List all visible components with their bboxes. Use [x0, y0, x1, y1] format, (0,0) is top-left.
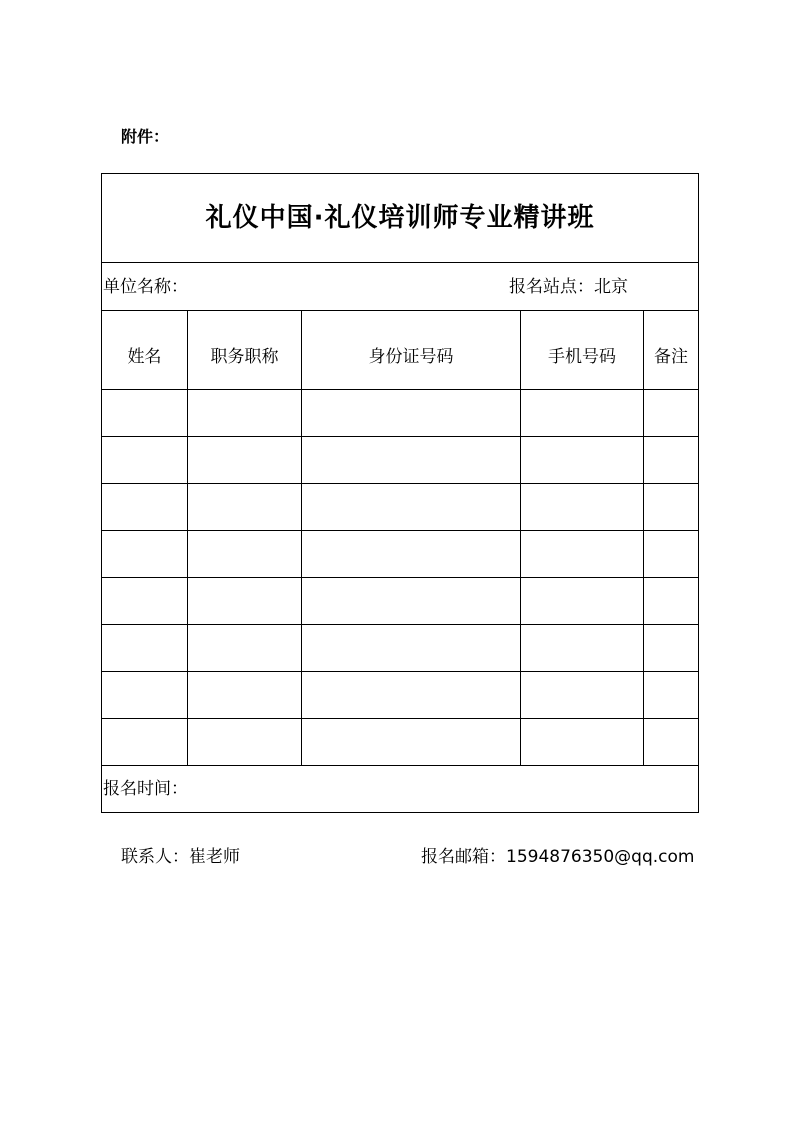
remarks-cell[interactable] — [644, 531, 699, 578]
table-row — [102, 390, 699, 437]
phone-cell[interactable] — [521, 390, 644, 437]
phone-cell[interactable] — [521, 672, 644, 719]
table-row — [102, 719, 699, 766]
info-row — [102, 263, 699, 311]
id-number-cell[interactable] — [302, 484, 521, 531]
table-row — [102, 578, 699, 625]
registration-email[interactable]: 报名邮箱：1594876350@qq.com — [421, 847, 695, 867]
remarks-cell[interactable] — [644, 719, 699, 766]
data-rows — [102, 390, 699, 766]
name-cell[interactable] — [102, 484, 188, 531]
header-id-number: 身份证号码 — [302, 311, 521, 390]
position-cell[interactable] — [188, 437, 302, 484]
position-cell[interactable] — [188, 390, 302, 437]
name-cell[interactable] — [102, 719, 188, 766]
id-number-cell[interactable] — [302, 625, 521, 672]
header-phone-number: 手机号码 — [521, 311, 644, 390]
remarks-cell[interactable] — [644, 484, 699, 531]
position-cell[interactable] — [188, 578, 302, 625]
unit-name-label: 单位名称： — [103, 276, 188, 297]
registration-time-label: 报名时间： — [102, 766, 699, 813]
id-number-cell[interactable] — [302, 531, 521, 578]
remarks-cell[interactable] — [644, 578, 699, 625]
phone-cell[interactable] — [521, 719, 644, 766]
id-number-cell[interactable] — [302, 437, 521, 484]
contact-person: 联系人：崔老师 — [121, 847, 240, 867]
table-row — [102, 625, 699, 672]
name-cell[interactable] — [102, 672, 188, 719]
header-row — [102, 311, 699, 390]
id-number-cell[interactable] — [302, 390, 521, 437]
header-name: 姓名 — [102, 311, 188, 390]
table-row — [102, 672, 699, 719]
position-cell[interactable] — [188, 719, 302, 766]
header-position-title: 职务职称 — [188, 311, 302, 390]
phone-cell[interactable] — [521, 531, 644, 578]
name-cell[interactable] — [102, 390, 188, 437]
header-remarks: 备注 — [644, 311, 699, 390]
id-number-cell[interactable] — [302, 672, 521, 719]
phone-cell[interactable] — [521, 484, 644, 531]
name-cell[interactable] — [102, 531, 188, 578]
position-cell[interactable] — [188, 484, 302, 531]
name-cell[interactable] — [102, 578, 188, 625]
remarks-cell[interactable] — [644, 390, 699, 437]
table-row — [102, 531, 699, 578]
position-cell[interactable] — [188, 672, 302, 719]
id-number-cell[interactable] — [302, 578, 521, 625]
remarks-cell[interactable] — [644, 437, 699, 484]
attachment-label: 附件： — [121, 127, 170, 146]
registration-time-row — [102, 766, 699, 813]
id-number-cell[interactable] — [302, 719, 521, 766]
name-cell[interactable] — [102, 625, 188, 672]
phone-cell[interactable] — [521, 578, 644, 625]
registration-site-label: 报名站点：北京 — [509, 276, 629, 297]
position-cell[interactable] — [188, 531, 302, 578]
remarks-cell[interactable] — [644, 672, 699, 719]
name-cell[interactable] — [102, 437, 188, 484]
table-row — [102, 437, 699, 484]
phone-cell[interactable] — [521, 625, 644, 672]
title-row — [102, 174, 699, 263]
registration-form-table — [101, 173, 699, 813]
remarks-cell[interactable] — [644, 625, 699, 672]
form-title: 礼仪中国·礼仪培训师专业精讲班 — [102, 174, 699, 263]
phone-cell[interactable] — [521, 437, 644, 484]
position-cell[interactable] — [188, 625, 302, 672]
table-row — [102, 484, 699, 531]
